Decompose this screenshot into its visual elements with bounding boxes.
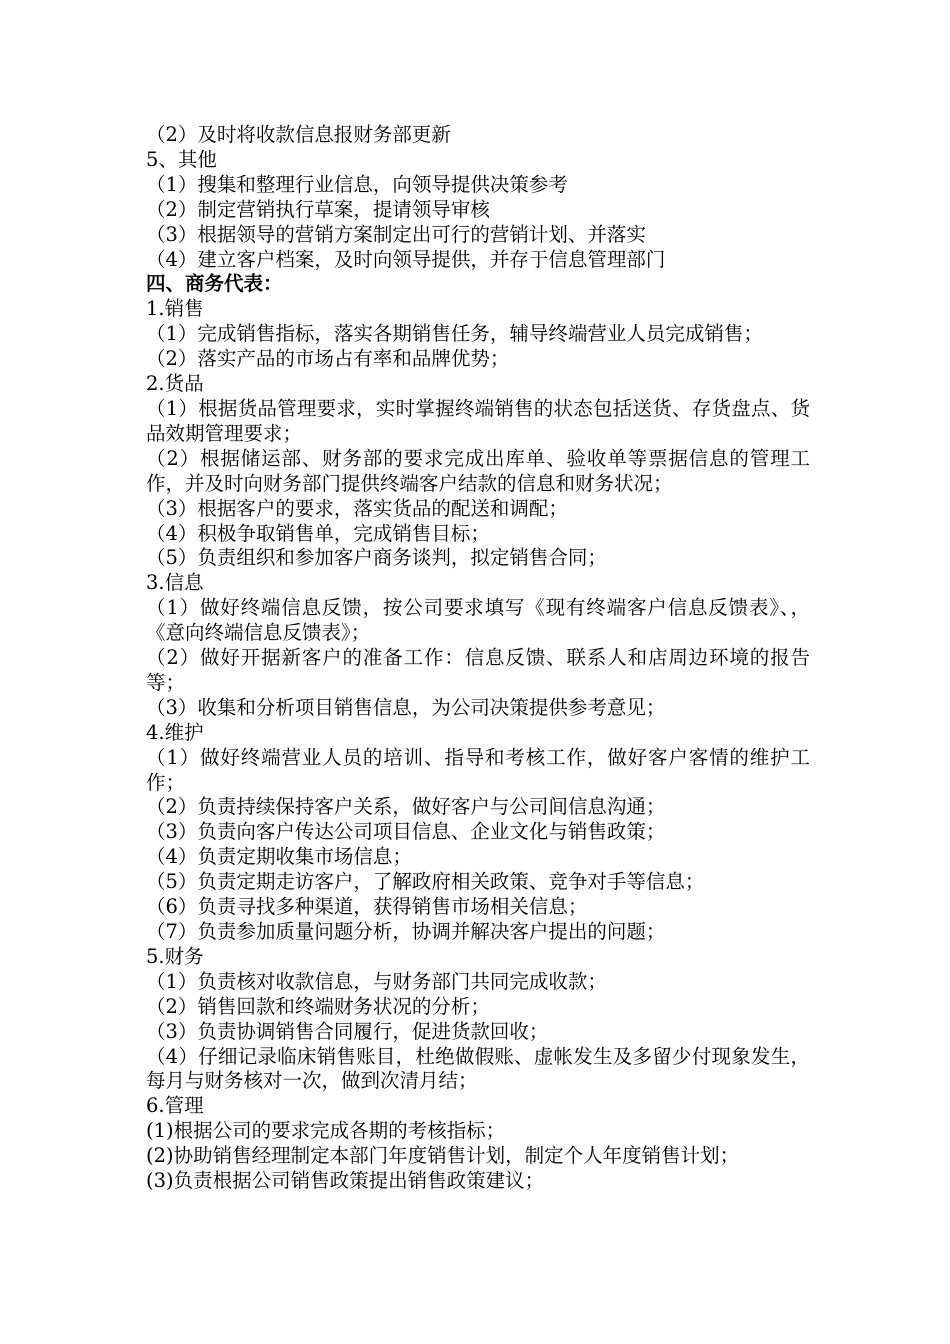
section-title: 5、其他 [146,147,217,171]
text-line: (1)根据公司的要求完成各期的考核指标； [146,1119,506,1143]
section-title: 1.销售 [146,297,204,321]
chapter-heading: 四、商务代表： [146,272,283,296]
text-line: （1）搜集和整理行业信息，向领导提供决策参考 [146,172,568,196]
section-title: 2.货品 [146,372,204,396]
document-body [146,123,810,1194]
text-line: （2）落实产品的市场占有率和品牌优势； [146,347,510,371]
text-line: (3)负责根据公司销售政策提出销售政策建议； [146,1169,545,1193]
text-line: （3）根据领导的营销方案制定出可行的营销计划、并落实 [146,222,646,246]
text-line: （4）负责定期收集市场信息； [146,845,412,869]
text-line: （3）根据客户的要求，落实货品的配送和调配； [146,496,568,520]
text-line: （2）及时将收款信息报财务部更新 [146,123,451,146]
text-line: （3）负责协调销售合同履行，促进货款回收； [146,1019,549,1043]
text-line: （5）负责组织和参加客户商务谈判，拟定销售合同； [146,546,607,570]
section-title: 4.维护 [146,720,204,744]
text-paragraph: （1）做好终端营业人员的培训、指导和考核工作，做好客户客情的维护工作； [146,745,810,794]
text-paragraph: （4）仔细记录临床销售账目，杜绝做假账、虚帐发生及多留少付现象发生，每月与财务核对一次，做到次清月结； [146,1044,810,1093]
text-paragraph: （1）完成销售指标，落实各期销售任务，辅导终端营业人员完成销售； [146,322,763,346]
text-paragraph: （1）根据货品管理要求，实时掌握终端销售的状态包括送货、存货盘点、货品效期管理要求； [146,396,810,445]
section-title: 6.管理 [146,1094,204,1118]
section-title: 5.财务 [146,944,204,968]
section-title: 3.信息 [146,571,204,595]
text-line: （5）负责定期走访客户，了解政府相关政策、竞争对手等信息； [146,870,705,894]
text-line: （1）负责核对收款信息，与财务部门共同完成收款； [146,969,607,993]
text-line: （4）积极争取销售单，完成销售目标； [146,521,490,545]
text-line: （2）负责持续保持客户关系，做好客户与公司间信息沟通； [146,795,666,819]
text-line: （6）负责寻找多种渠道，获得销售市场相关信息； [146,895,588,919]
text-line: （7）负责参加质量问题分析，协调并解决客户提出的问题； [146,920,666,943]
text-line: （3）收集和分析项目销售信息，为公司决策提供参考意见； [146,695,666,719]
text-line: (2)协助销售经理制定本部门年度销售计划，制定个人年度销售计划； [146,1144,740,1168]
text-line: （2）销售回款和终端财务状况的分析； [146,994,490,1018]
text-paragraph: （1）做好终端信息反馈，按公司要求填写《现有终端客户信息反馈表》、，《意向终端信息反馈表》； [146,596,810,645]
text-line: （3）负责向客户传达公司项目信息、企业文化与销售政策； [146,820,666,844]
text-line: （2）制定营销执行草案，提请领导审核 [146,197,490,221]
text-line: （4）建立客户档案，及时向领导提供，并存于信息管理部门 [146,247,666,271]
text-paragraph: （2）根据储运部、财务部的要求完成出库单、验收单等票据信息的管理工作，并及时向财务部门提供终端客户结款的信息和财务状况； [146,446,810,495]
text-paragraph: （2）做好开据新客户的准备工作：信息反馈、联系人和店周边环境的报告等； [146,646,810,694]
